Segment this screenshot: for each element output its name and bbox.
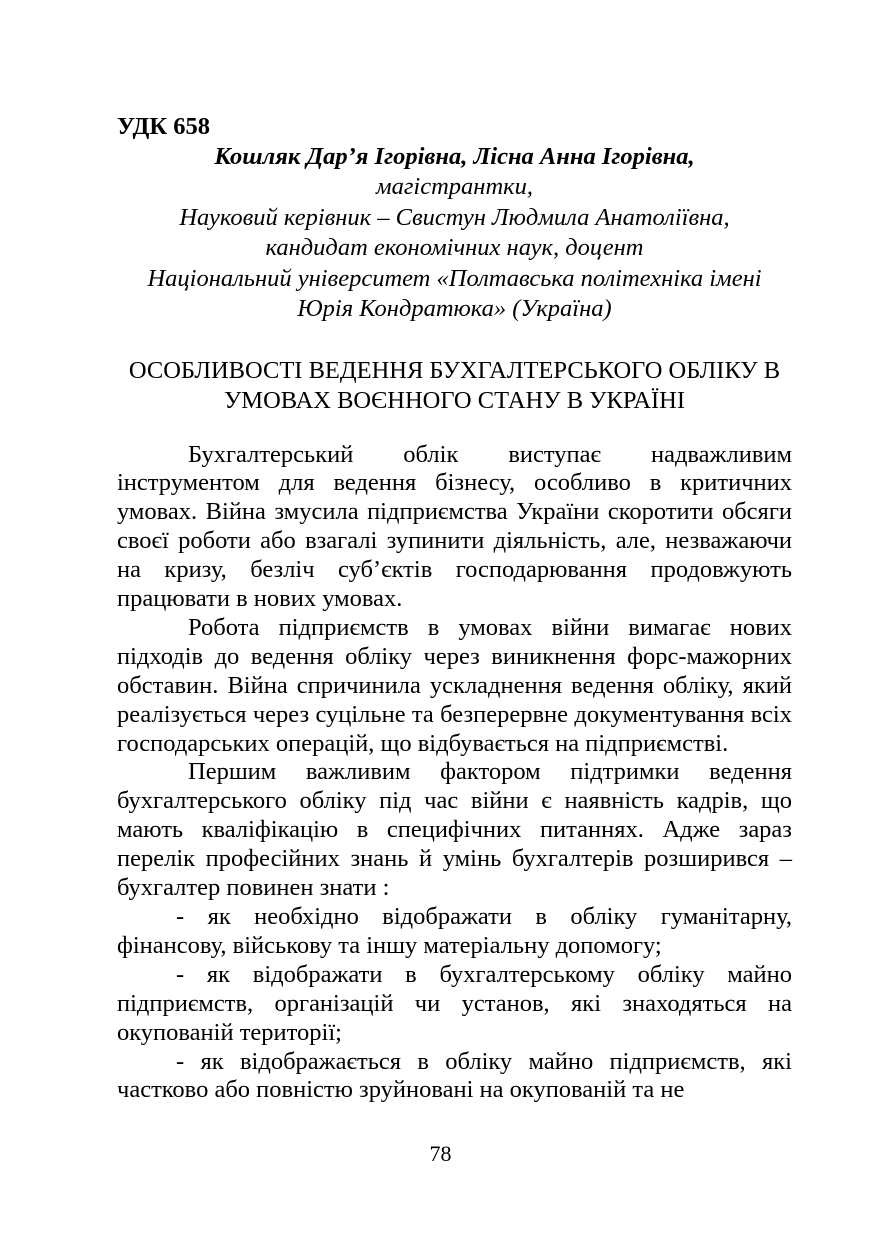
article-title	[117, 356, 792, 416]
udc-code: УДК 658	[117, 113, 210, 140]
list-item: - як відображається в обліку майно підприємств, які частково або повністю зруйновані на окупованій та не	[117, 1047, 792, 1104]
title-line-2: УМОВАХ ВОЄННОГО СТАНУ В УКРАЇНІ	[223, 386, 686, 414]
list-item: - як відображати в бухгалтерському обліку майно підприємств, організацій чи установ, які знаходяться на окупованій території;	[117, 960, 792, 1046]
title-line-1: ОСОБЛИВОСТІ ВЕДЕННЯ БУХГАЛТЕРСЬКОГО ОБЛІКУ В	[128, 356, 781, 384]
list-item: - як необхідно відображати в обліку гуманітарну, фінансову, військову та іншу матеріальну допомогу;	[117, 903, 792, 959]
authors: Кошляк Дар’я Ігорівна, Лісна Анна Ігорівна,	[214, 143, 695, 170]
document-page	[117, 112, 792, 1105]
supervisor-degree: кандидат економічних наук, доцент	[265, 234, 644, 261]
page-number: 78	[429, 1141, 452, 1166]
paragraph-1: Бухгалтерський облік виступає надважливим інструментом для ведення бізнесу, особливо в критичних умовах. Війна змусила підприємства України скоротити обсяги своєї роботи або взагалі зупинити діяльність, але, незважаючи на кризу, безліч суб’єктів господарювання продовжують працювати в нових умовах.	[117, 440, 792, 613]
author-block	[117, 142, 792, 325]
paragraph-3: Першим важливим фактором підтримки ведення бухгалтерського обліку під час війни є наявність кадрів, що мають кваліфікацію в специфічних питаннях. Адже зараз перелік професійних знань й умінь бухгалтерів розширився – бухгалтер повинен знати :	[117, 758, 792, 902]
supervisor: Науковий керівник – Свистун Людмила Анатоліївна,	[179, 203, 730, 231]
university-line-1: Національний університет «Полтавська політехніка імені	[147, 264, 762, 292]
university-line-2: Юрія Кондратюка» (Україна)	[297, 295, 612, 322]
author-status: магістрантки,	[375, 173, 533, 200]
article-body	[117, 441, 792, 1106]
paragraph-2: Робота підприємств в умовах війни вимагає нових підходів до ведення обліку через виникнення форс-мажорних обставин. Війна спричинила ускладнення ведення обліку, який реалізується через суцільне та безперервне документування всіх господарських операцій, що відбувається на підприємстві.	[117, 613, 792, 757]
